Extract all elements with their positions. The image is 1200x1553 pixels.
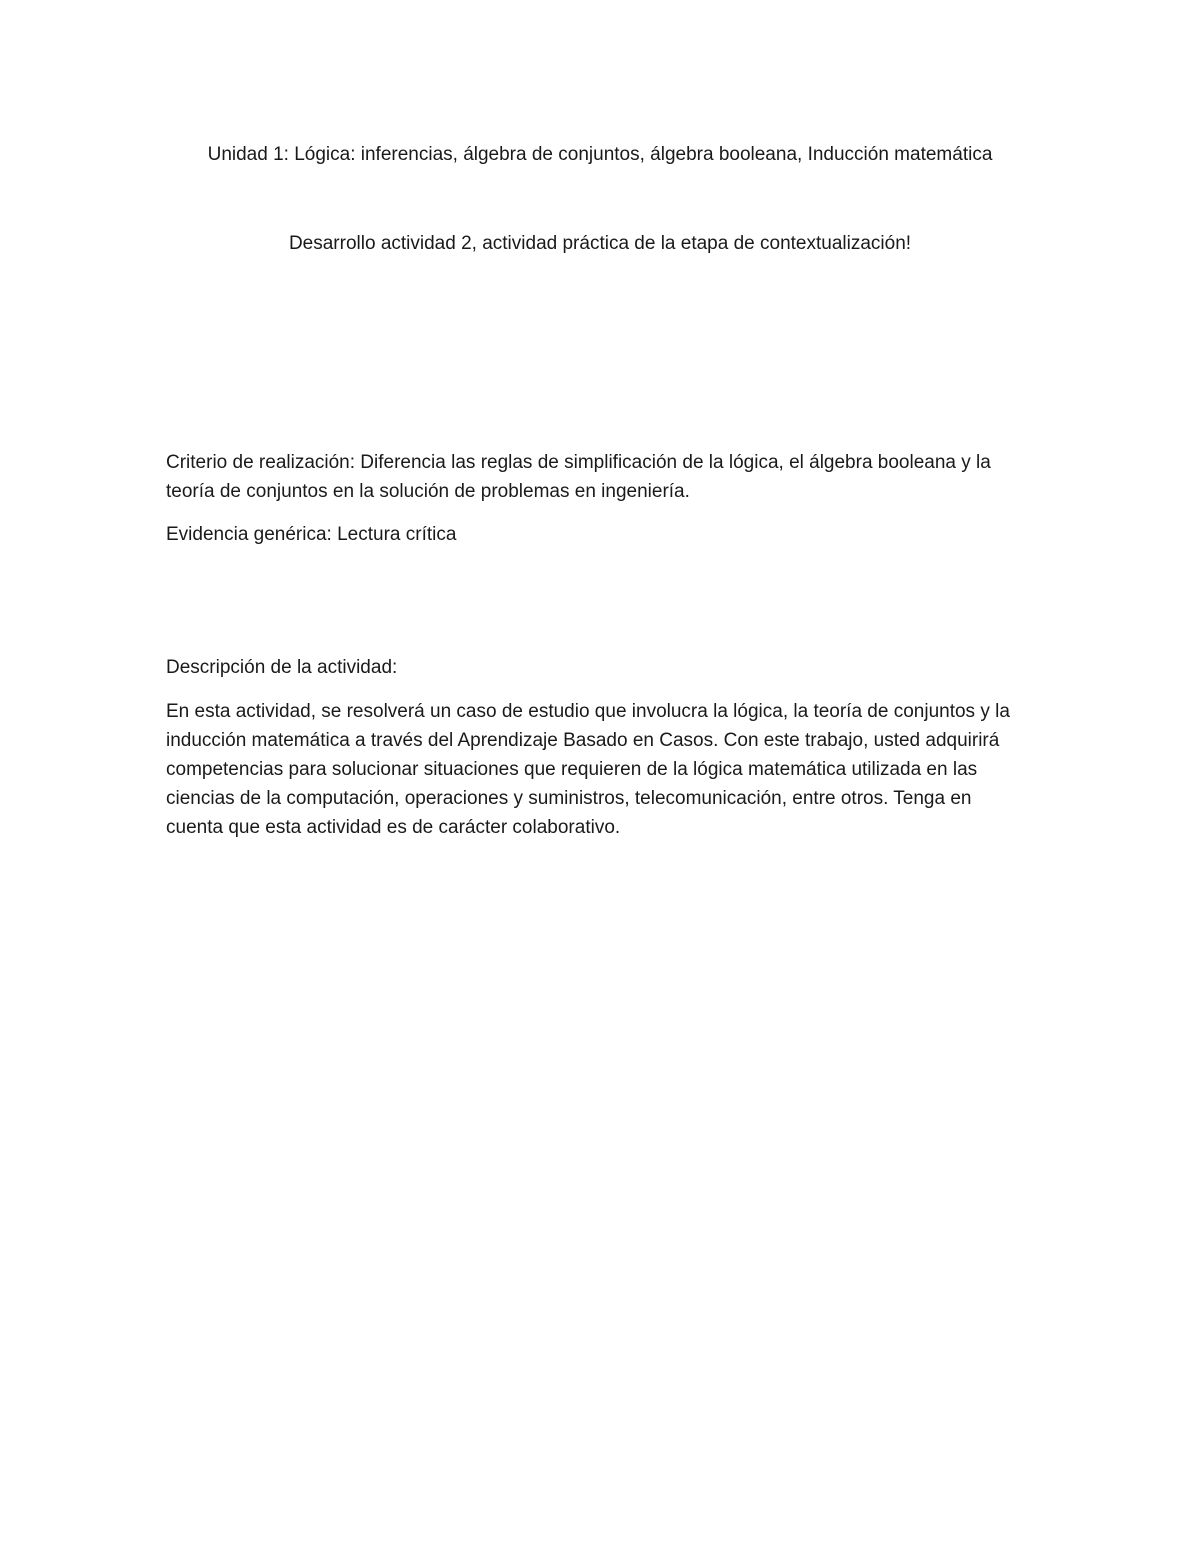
criterio-line: Criterio de realización: Diferencia las reglas de simplificación de la lógica, el álgebra booleana y la [166, 452, 991, 473]
descripcion-line: En esta actividad, se resolverá un caso de estudio que involucra la lógica, la teoría de conjuntos y la [166, 701, 1010, 722]
descripcion-line: competencias para solucionar situaciones que requieren de la lógica matemática utilizada en las [166, 759, 978, 780]
document-title: Unidad 1: Lógica: inferencias, álgebra de conjuntos, álgebra booleana, Inducción matemática [207, 144, 993, 165]
descripcion-line: ciencias de la computación, operaciones y suministros, telecomunicación, entre otros. Tenga en [166, 788, 972, 809]
evidencia-paragraph: Evidencia genérica: Lectura crítica [166, 524, 457, 545]
descripcion-line: cuenta que esta actividad es de carácter colaborativo. [166, 817, 621, 838]
criterio-line: teoría de conjuntos en la solución de problemas en ingeniería. [166, 481, 690, 502]
document-subtitle: Desarrollo actividad 2, actividad práctica de la etapa de contextualización! [288, 233, 912, 254]
descripcion-heading: Descripción de la actividad: [166, 657, 398, 678]
descripcion-line: inducción matemática a través del Aprendizaje Basado en Casos. Con este trabajo, usted adquirirá [166, 730, 1000, 751]
